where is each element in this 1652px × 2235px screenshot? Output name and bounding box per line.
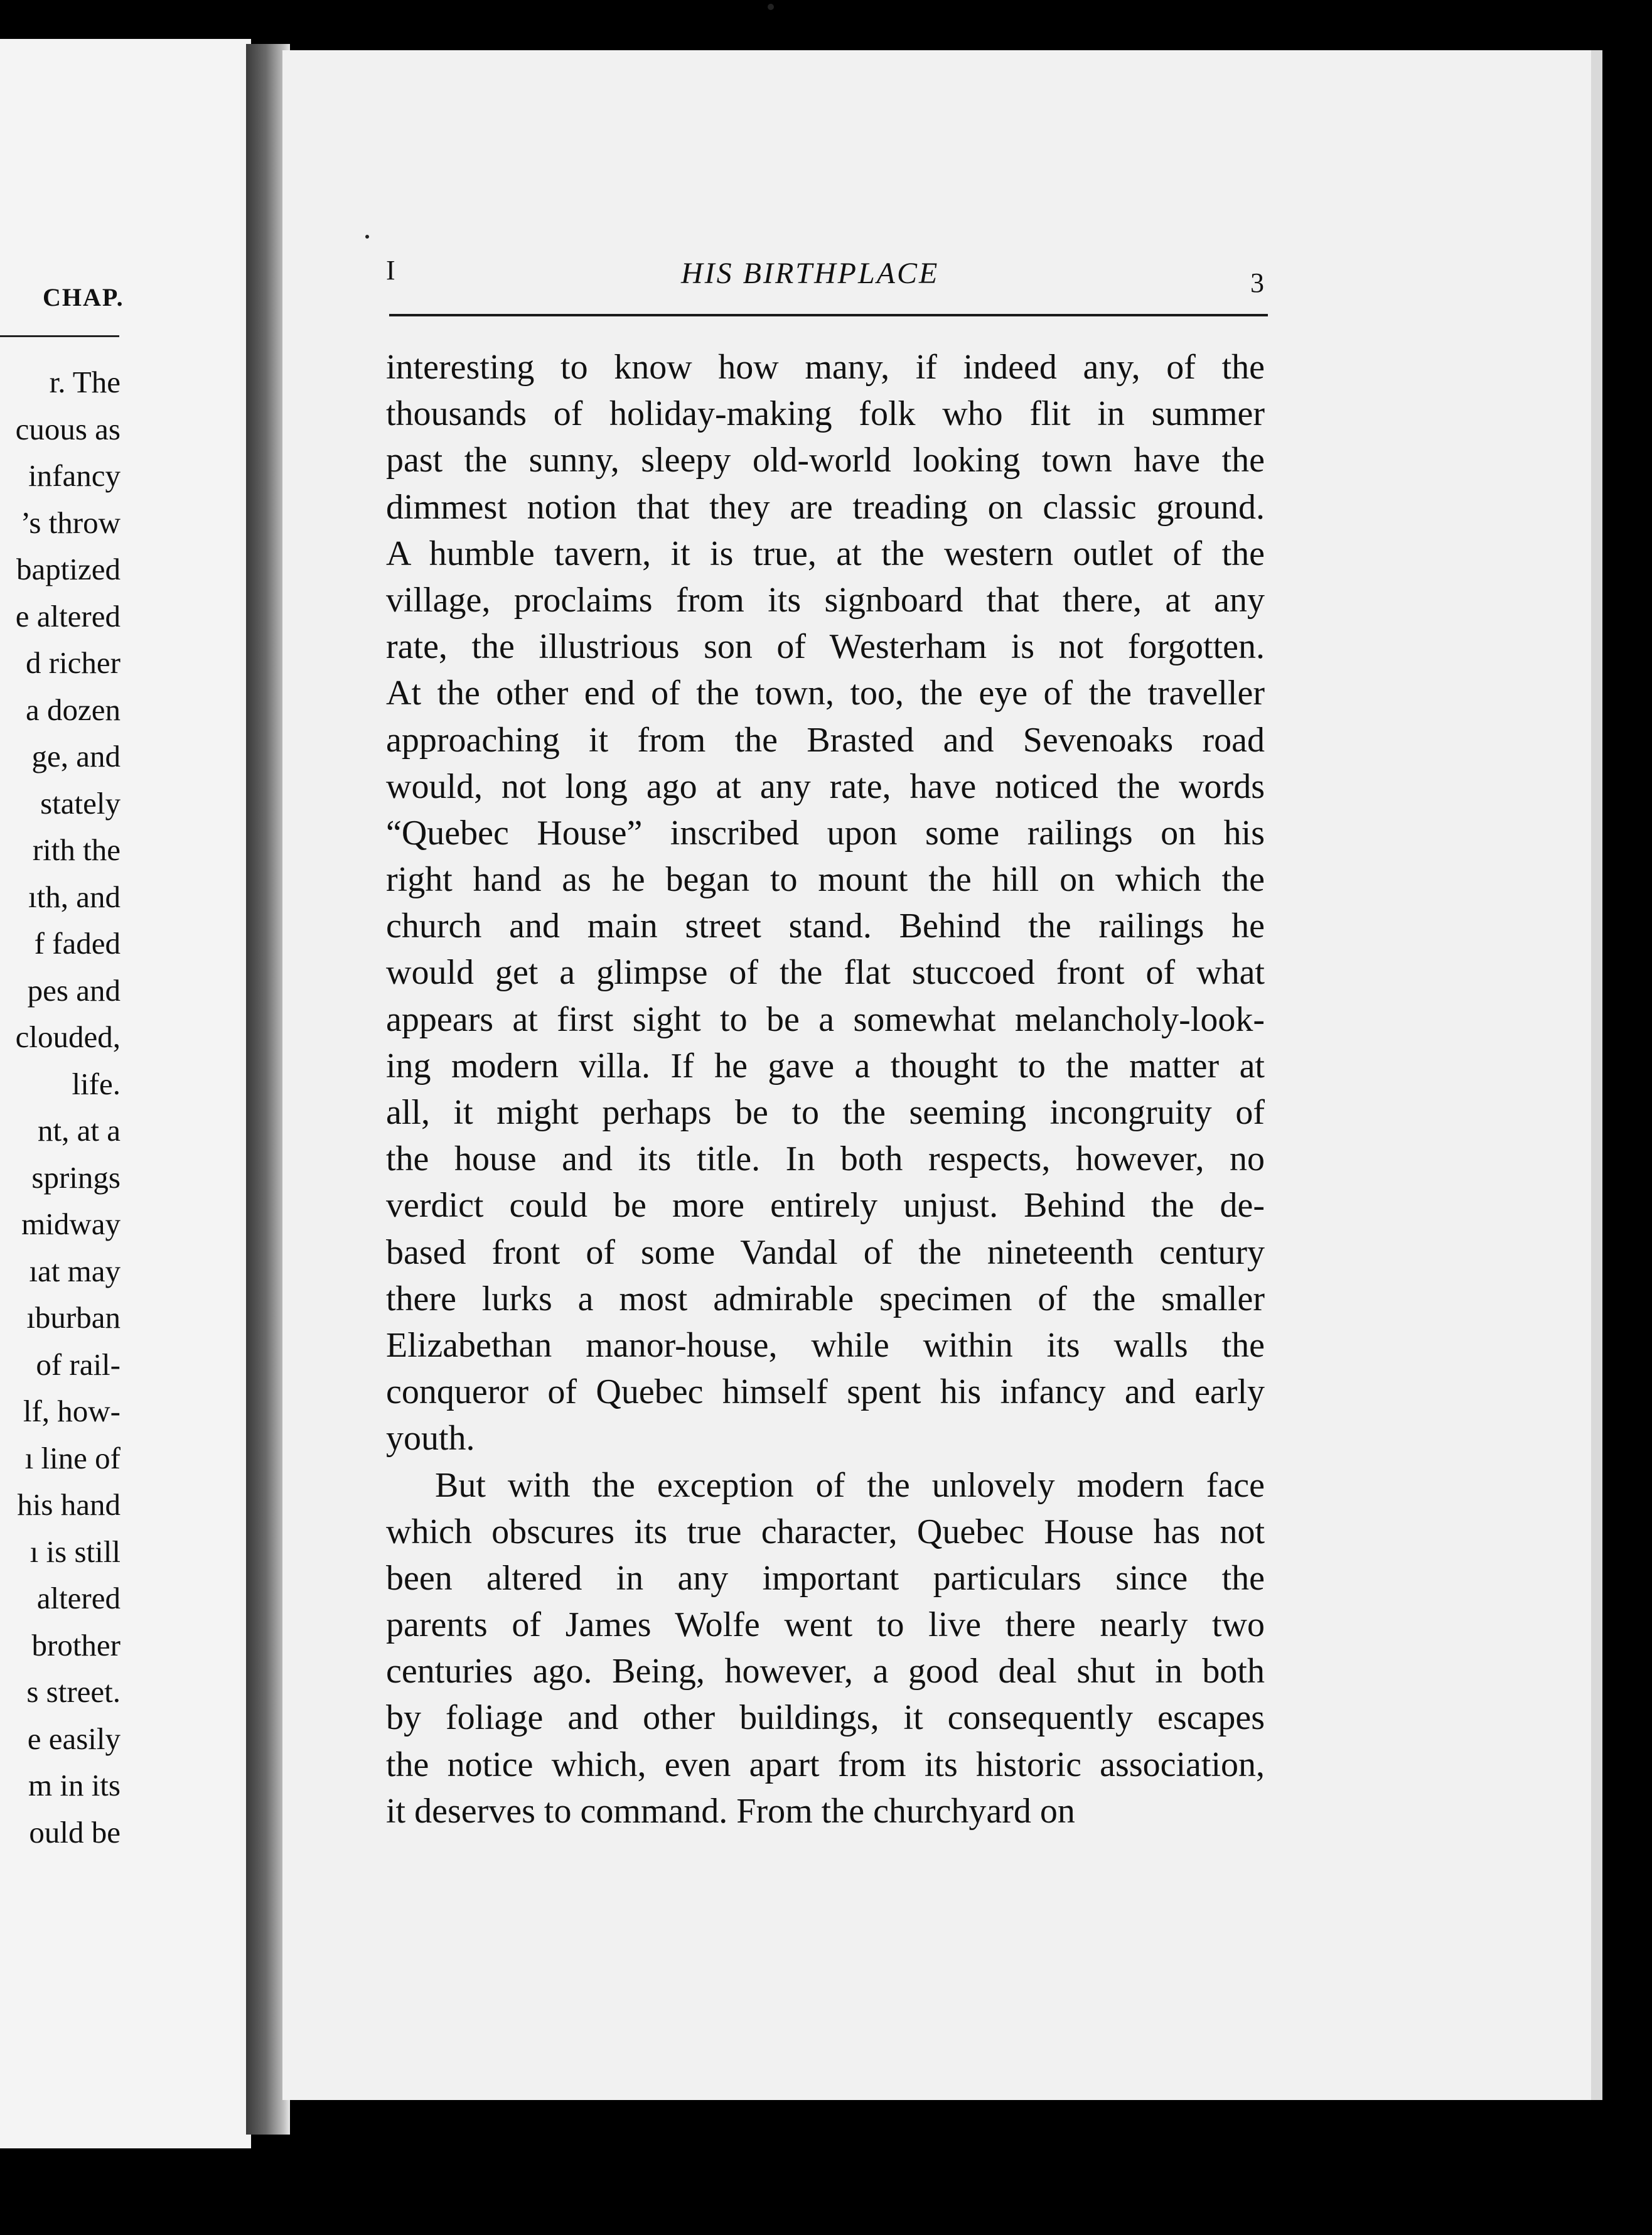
text-line: But with the exception of the unlovely modern face [435, 1465, 1265, 1505]
text-line: ing modern villa. If he gave a thought to the matter at [386, 1046, 1265, 1085]
body-text [386, 344, 1265, 1834]
text-line: thousands of holiday-making folk who flit in summer [386, 394, 1265, 434]
left-page-head-rule [0, 335, 119, 337]
text-line: right hand as he began to mount the hill on which the [386, 860, 1265, 900]
left-page-line: ı is still [30, 1534, 121, 1569]
left-page-line: midway [21, 1207, 121, 1241]
scan-speck [365, 235, 369, 239]
text-line: interesting to know how many, if indeed any, of the [386, 348, 1265, 387]
left-page-line: m in its [28, 1768, 121, 1802]
text-line: village, proclaims from its signboard that there, at any [386, 580, 1265, 620]
text-line: approaching it from the Brasted and Sevenoaks road [386, 720, 1265, 760]
left-page-line: infancy [28, 458, 121, 493]
left-page-line: rith the [32, 832, 121, 867]
left-page-text-fragments [0, 359, 121, 1856]
text-line: rate, the illustrious son of Westerham is not forgotten. [386, 627, 1265, 667]
left-page-line: springs [31, 1160, 121, 1195]
text-line: it deserves to command. From the churchyard on [386, 1791, 1075, 1831]
left-page-line: of rail- [36, 1347, 121, 1382]
text-line: the notice which, even apart from its historic association, [386, 1745, 1265, 1784]
left-page-line: ge, and [31, 739, 121, 773]
left-page-line: nt, at a [38, 1113, 121, 1148]
left-page-line: f faded [34, 926, 121, 961]
left-page-line: ı line of [24, 1440, 121, 1475]
left-facing-page [0, 39, 251, 2148]
text-line: At the other end of the town, too, the eye of the traveller [386, 674, 1265, 713]
left-page-line: clouded, [15, 1020, 121, 1054]
left-page-line: life. [72, 1066, 121, 1101]
text-line: dimmest notion that they are treading on classic ground. [386, 487, 1265, 527]
left-page-line: ’s throw [20, 505, 121, 540]
text-line: A humble tavern, it is true, at the western outlet of the [386, 534, 1265, 573]
text-line: would, not long ago at any rate, have noticed the words [386, 767, 1265, 806]
text-line: all, it might perhaps be to the seeming incongruity of [386, 1093, 1265, 1132]
left-page-line: s street. [26, 1674, 121, 1709]
text-line: parents of James Wolfe went to live there nearly two [386, 1605, 1265, 1645]
left-page-line: stately [40, 785, 121, 821]
scan-speck [768, 4, 774, 10]
left-page-line: d richer [26, 645, 121, 680]
running-head-rule [389, 314, 1268, 316]
chapter-numeral: I [386, 255, 395, 286]
left-page-line: cuous as [15, 411, 121, 446]
text-line: Elizabethan manor-house, while within its walls the [386, 1325, 1265, 1365]
left-page-line: ıth, and [28, 879, 121, 914]
text-line: youth. [386, 1419, 475, 1458]
left-page-line: ıburban [26, 1300, 121, 1335]
text-line: conqueror of Quebec himself spent his infancy and early [386, 1372, 1265, 1412]
running-head-title: HIS BIRTHPLACE [681, 257, 940, 290]
left-page-line: e easily [27, 1721, 121, 1756]
text-line: church and main street stand. Behind the railings he [386, 907, 1265, 946]
text-line: past the sunny, sleepy old-world looking town have the [386, 441, 1265, 480]
left-page-line: brother [31, 1627, 121, 1662]
text-line: the house and its title. In both respects, however, no [386, 1139, 1265, 1179]
text-line: “Quebec House” inscribed upon some railings on his [386, 813, 1265, 853]
text-line: based front of some Vandal of the nineteenth century [386, 1232, 1265, 1272]
left-page-line: ıat may [29, 1253, 121, 1288]
text-line: verdict could be more entirely unjust. Behind the de- [386, 1186, 1265, 1225]
text-line: there lurks a most admirable specimen of the smaller [386, 1279, 1265, 1318]
text-line: by foliage and other buildings, it consequently escapes [386, 1698, 1265, 1738]
left-page-line: r. The [49, 365, 121, 399]
text-line: would get a glimpse of the flat stuccoed front of what [386, 953, 1265, 993]
left-page-line: baptized [16, 552, 121, 586]
left-page-line: pes and [27, 972, 121, 1008]
left-page-line: lf, how- [23, 1394, 121, 1428]
left-page-line: e altered [15, 598, 121, 633]
text-line: which obscures its true character, Quebec House has not [386, 1512, 1265, 1551]
left-page-line: his hand [17, 1487, 121, 1522]
left-page-chap-label: CHAP. [43, 283, 124, 311]
page-number: 3 [1250, 267, 1264, 298]
text-line: been altered in any important particulars since the [386, 1558, 1265, 1598]
left-page-line: ould be [29, 1814, 121, 1850]
text-line: appears at first sight to be a somewhat melancholy-look- [386, 999, 1265, 1039]
left-page-line: a dozen [26, 692, 121, 727]
left-page-line: altered [36, 1581, 121, 1615]
text-line: centuries ago. Being, however, a good deal shut in both [386, 1652, 1265, 1691]
